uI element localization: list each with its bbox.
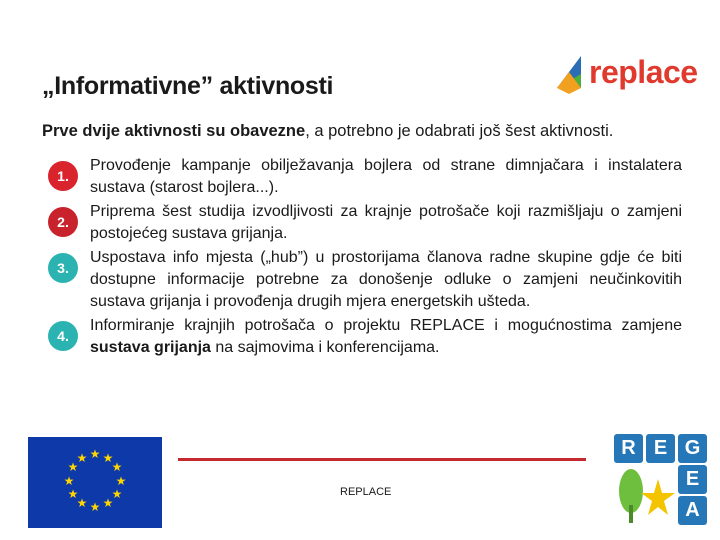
item-number-badge: 1. (48, 161, 78, 191)
item-text-bold: sustava grijanja (90, 339, 211, 356)
rega-letter-a: A (678, 496, 707, 525)
svg-text:★: ★ (67, 460, 79, 474)
eu-stars-icon (28, 437, 162, 528)
item-text: Priprema šest studija izvodljivosti za krajnje potrošače koji razmišljaju o zamjeni postojećeg sustava grijanja. (90, 203, 682, 242)
svg-text:★: ★ (76, 451, 88, 465)
rega-letter-r: R (614, 434, 643, 463)
replace-logo (553, 52, 703, 98)
intro-text (42, 122, 613, 141)
svg-text:★: ★ (67, 487, 79, 501)
svg-text:★: ★ (89, 500, 101, 514)
svg-text:★: ★ (102, 496, 114, 510)
intro-bold: Prve dvije aktivnosti su obavezne (42, 122, 306, 140)
rega-letter-e2: E (678, 465, 707, 494)
replace-logo-text: replace (589, 54, 698, 90)
svg-text:★: ★ (102, 451, 114, 465)
svg-text:★: ★ (76, 496, 88, 510)
intro-rest: , a potrebno je odabrati još šest aktivnosti. (305, 122, 614, 140)
footer-label: REPLACE (340, 486, 392, 498)
rega-logo (612, 432, 708, 526)
svg-text:★: ★ (63, 474, 75, 488)
slide-title: „Informativne” aktivnosti (42, 72, 334, 100)
svg-text:★: ★ (89, 447, 101, 461)
list-item (40, 155, 682, 199)
item-number-badge: 2. (48, 207, 78, 237)
svg-text:★: ★ (111, 487, 123, 501)
svg-text:★: ★ (115, 474, 127, 488)
item-text: Provođenje kampanje obilježavanja bojlera od strane dimnjačara i instalatera sustava (starost bojlera...). (90, 157, 682, 196)
list-item (40, 315, 682, 359)
footer-divider (178, 458, 586, 461)
svg-text:★: ★ (111, 460, 123, 474)
list-item (40, 201, 682, 245)
item-text-before: Informiranje krajnjih potrošača o projektu REPLACE i mogućnostima zamjene (90, 317, 682, 334)
item-number-badge: 3. (48, 253, 78, 283)
item-number-badge: 4. (48, 321, 78, 351)
eu-flag (28, 437, 162, 528)
item-text: Uspostava info mjesta („hub”) u prostorijama članova radne skupine gdje će biti dostupne informacije potrebne za donošenje odluke o zamjeni neučinkovitih sustava grijanja i provođenja drugih mjera energetskih ušteda. (90, 249, 682, 310)
list-item (40, 247, 682, 313)
rega-letter-g: G (678, 434, 707, 463)
rega-tree-star-icon (614, 465, 676, 525)
item-text-after: na sajmovima i konferencijama. (210, 339, 440, 356)
rega-letter-e: E (646, 434, 675, 463)
replace-logo-mark-icon (553, 52, 593, 98)
activity-list (40, 155, 682, 361)
